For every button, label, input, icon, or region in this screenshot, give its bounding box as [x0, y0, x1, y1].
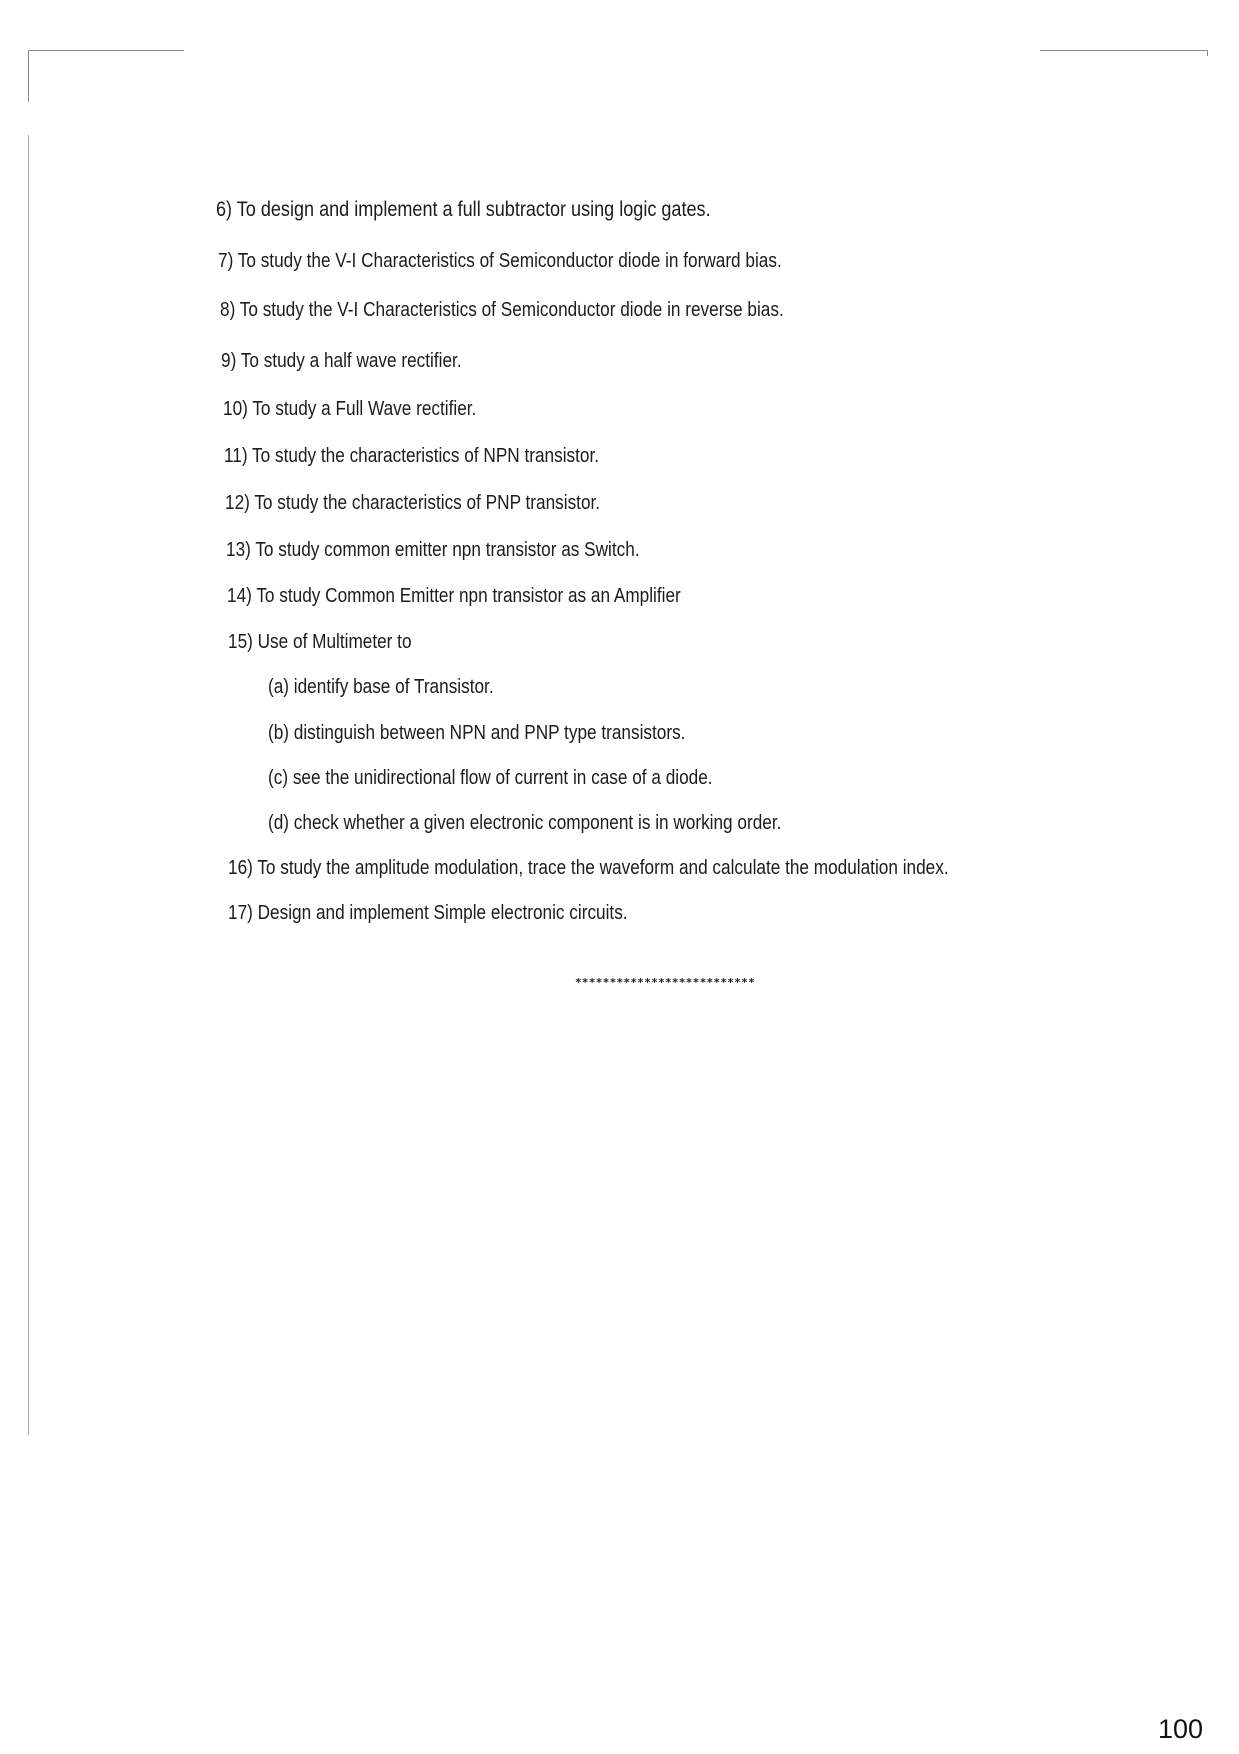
sub-list-item: (d) check whether a given electronic component is in working order. — [268, 812, 782, 834]
list-item: 10) To study a Full Wave rectifier. — [223, 398, 477, 420]
list-item: 17) Design and implement Simple electronic circuits. — [228, 902, 628, 924]
list-item: 6) To design and implement a full subtractor using logic gates. — [216, 198, 711, 221]
list-item: 13) To study common emitter npn transistor as Switch. — [226, 539, 640, 561]
list-item: 16) To study the amplitude modulation, trace the waveform and calculate the modulation index. — [228, 857, 949, 879]
list-item: 12) To study the characteristics of PNP transistor. — [225, 492, 601, 514]
sub-list-item: (a) identify base of Transistor. — [268, 676, 494, 698]
list-item: 14) To study Common Emitter npn transistor as an Amplifier — [227, 585, 681, 607]
list-item: 9) To study a half wave rectifier. — [221, 350, 462, 372]
separator-asterisks: ************************** — [575, 976, 755, 989]
list-item: 15) Use of Multimeter to — [228, 631, 412, 653]
list-item: 11) To study the characteristics of NPN transistor. — [224, 445, 600, 467]
scan-border-top-left — [28, 50, 184, 51]
scan-border-right-top — [1207, 50, 1208, 56]
list-item: 8) To study the V-I Characteristics of Semiconductor diode in reverse bias. — [220, 299, 784, 321]
page-number: 100 — [1158, 1714, 1204, 1744]
scan-border-left-top — [28, 50, 29, 102]
scan-border-top-right — [1040, 50, 1208, 51]
scan-border-left — [28, 135, 29, 1435]
sub-list-item: (b) distinguish between NPN and PNP type transistors. — [268, 722, 686, 744]
sub-list-item: (c) see the unidirectional flow of current in case of a diode. — [268, 767, 713, 789]
list-item: 7) To study the V-I Characteristics of Semiconductor diode in forward bias. — [218, 250, 782, 272]
